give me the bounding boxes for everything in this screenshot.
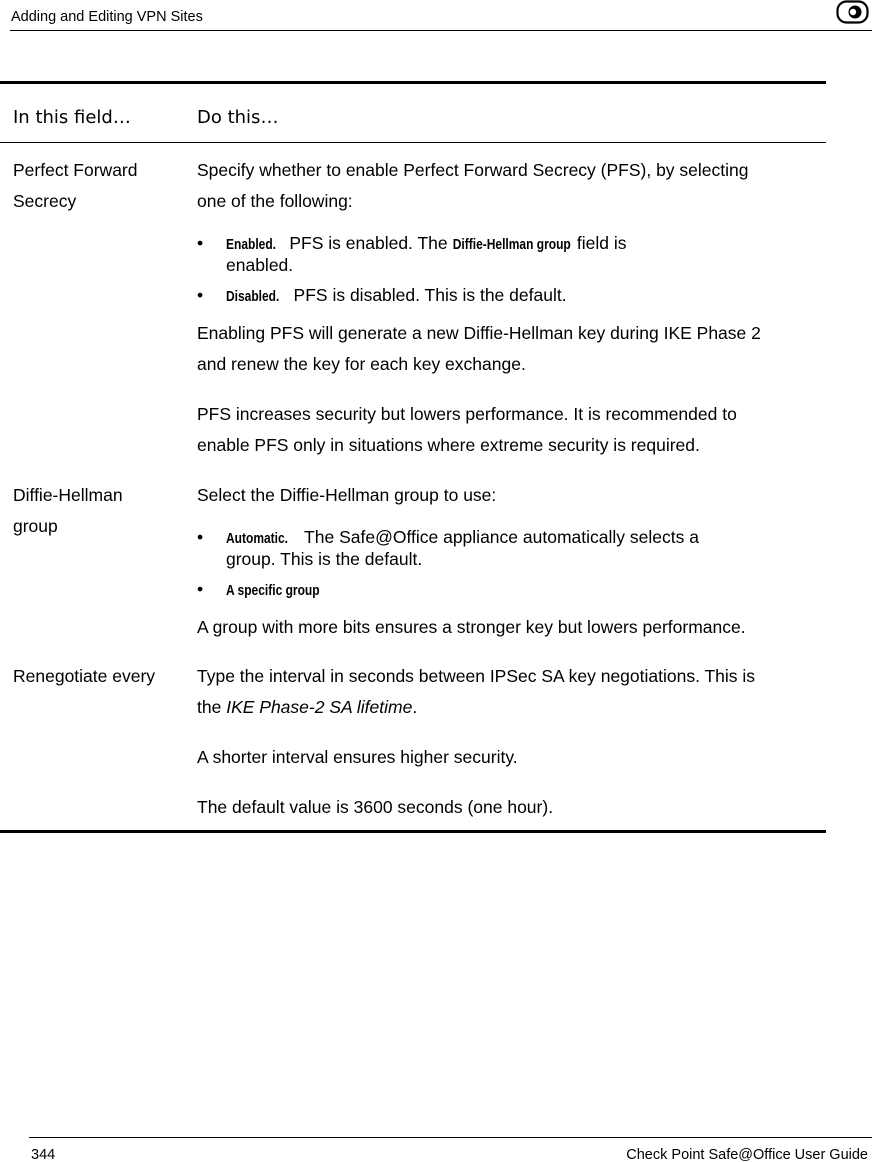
list-item: • Automatic. The Safe@Office appliance automatically selects a group. This is the default. [197,527,699,569]
bullet-icon: • [197,527,204,547]
row-description: and renew the key for each key exchange. [197,354,526,374]
option-keyword: A specific group [226,582,320,599]
column-header-field: In this field… [13,107,131,128]
page-number: 344 [31,1147,56,1163]
table-bottom-rule [0,830,826,833]
option-keyword: Enabled. [226,236,277,253]
list-item: • Enabled. PFS is enabled. The Diffie-Hellman group field is enabled. [197,233,627,275]
row-description: one of the following: [197,191,353,211]
table-header-rule [0,142,826,143]
row-description: the IKE Phase-2 SA lifetime. [197,697,418,717]
list-item [197,579,797,601]
list-item: • Disabled. PFS is disabled. This is the default. [197,285,567,305]
row-description: Enabling PFS will generate a new Diffie-Hellman key during IKE Phase 2 [197,323,761,343]
row-description: enable PFS only in situations where extreme security is required. [197,435,700,455]
field-name: Diffie-Hellman group [13,485,123,536]
field-name: Perfect Forward Secrecy [13,160,138,211]
column-header-do: Do this… [197,107,279,128]
bullet-icon: • [197,285,204,305]
field-name: Renegotiate every [13,666,156,686]
table-top-rule [0,81,826,84]
guide-title: Check Point Safe@Office User Guide [626,1147,868,1163]
option-keyword: Automatic. [226,530,289,547]
row-description: The default value is 3600 seconds (one hour). [197,797,554,817]
header-rule [10,30,872,31]
term-emphasis: IKE Phase-2 SA lifetime [226,697,413,717]
page-header-title: Adding and Editing VPN Sites [11,9,203,25]
footer-rule [29,1137,872,1138]
row-description: Select the Diffie-Hellman group to use: [197,485,497,505]
row-description: A group with more bits ensures a stronger key but lowers performance. [197,617,746,637]
bullet-icon: • [197,233,204,253]
row-description: Specify whether to enable Perfect Forward Secrecy (PFS), by selecting [197,160,749,180]
row-description: Type the interval in seconds between IPSec SA key negotiations. This is [197,666,756,686]
checkpoint-logo-icon [836,0,869,25]
option-keyword: Disabled. [226,288,280,305]
option-keyword: Diffie-Hellman group [453,236,572,253]
row-description: A shorter interval ensures higher security. [197,747,518,767]
row-description: PFS increases security but lowers performance. It is recommended to [197,404,737,424]
bullet-icon: • [197,579,204,599]
